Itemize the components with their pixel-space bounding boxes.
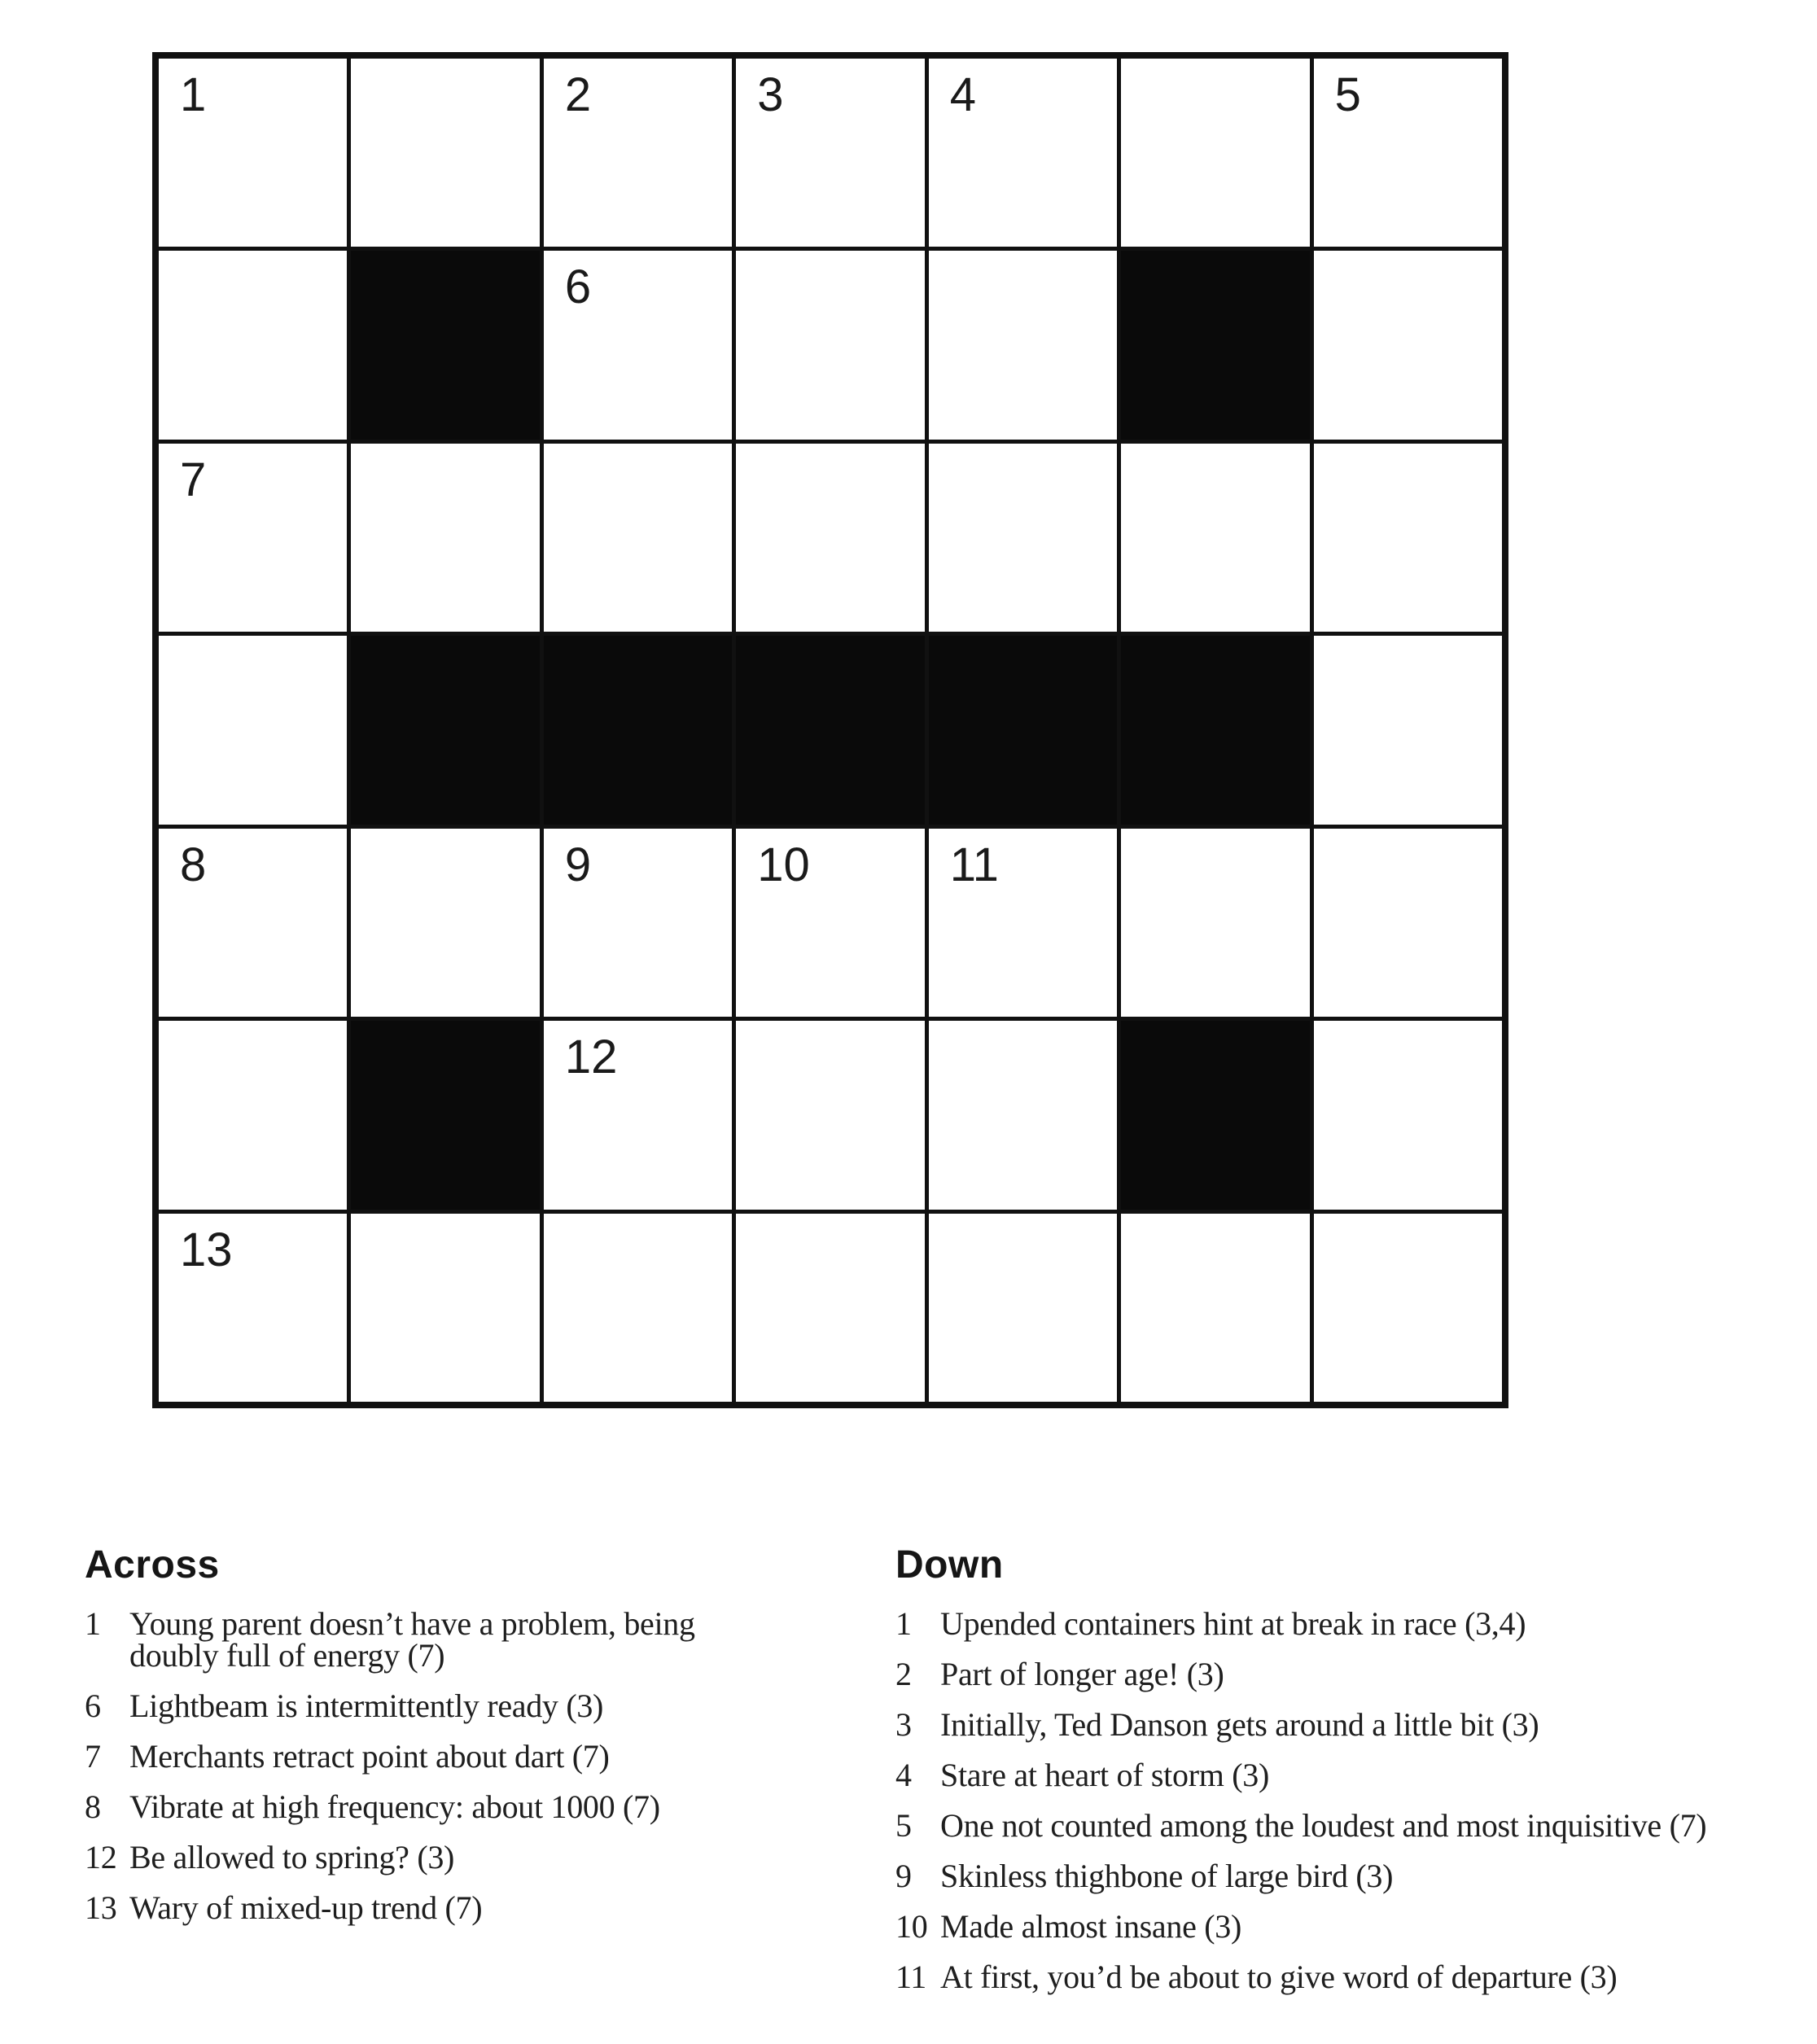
cell-number: 7 bbox=[180, 453, 207, 506]
clue-text: Stare at heart of storm (3) bbox=[940, 1757, 1269, 1793]
clue-number: 13 bbox=[85, 1889, 117, 1926]
grid-cell[interactable] bbox=[544, 1214, 732, 1402]
grid-cell[interactable] bbox=[159, 829, 347, 1017]
across-clue-list bbox=[85, 1605, 809, 1926]
grid-cell-black bbox=[1121, 1021, 1309, 1209]
grid-cell-black bbox=[351, 1021, 539, 1209]
grid-cell[interactable] bbox=[929, 444, 1117, 632]
cell-number: 1 bbox=[180, 68, 207, 121]
grid-cell[interactable] bbox=[929, 1021, 1117, 1209]
grid-cell[interactable] bbox=[159, 59, 347, 247]
grid-cell[interactable] bbox=[929, 59, 1117, 247]
grid-cell[interactable] bbox=[351, 59, 539, 247]
crossword-grid bbox=[152, 52, 1508, 1408]
across-clue bbox=[85, 1605, 809, 1674]
cell-number: 10 bbox=[757, 838, 810, 891]
grid-cell[interactable] bbox=[929, 251, 1117, 439]
grid-cell[interactable] bbox=[736, 1021, 924, 1209]
grid-cell[interactable] bbox=[544, 1021, 732, 1209]
clue-text: Vibrate at high frequency: about 1000 (7) bbox=[129, 1788, 660, 1825]
across-clue bbox=[85, 1889, 809, 1926]
clue-number: 4 bbox=[895, 1757, 912, 1793]
grid-cell[interactable] bbox=[929, 1214, 1117, 1402]
grid-cell-black bbox=[544, 636, 732, 824]
down-clues-section bbox=[895, 1542, 1815, 2011]
grid-cell[interactable] bbox=[159, 636, 347, 824]
clue-text: Part of longer age! (3) bbox=[940, 1656, 1224, 1692]
clue-text: Be allowed to spring? (3) bbox=[129, 1839, 455, 1875]
down-clue-list bbox=[895, 1605, 1815, 1995]
grid-cell[interactable] bbox=[351, 1214, 539, 1402]
grid-cell[interactable] bbox=[736, 829, 924, 1017]
cell-number: 12 bbox=[564, 1031, 618, 1084]
grid-cell[interactable] bbox=[1314, 59, 1502, 247]
grid-cell[interactable] bbox=[1121, 444, 1309, 632]
cell-number: 4 bbox=[949, 68, 976, 121]
across-clue bbox=[85, 1841, 809, 1873]
across-clue bbox=[85, 1788, 809, 1825]
grid-cell[interactable] bbox=[736, 59, 924, 247]
clue-number: 8 bbox=[85, 1788, 101, 1825]
grid-cell-black bbox=[1121, 636, 1309, 824]
grid-cell[interactable] bbox=[544, 59, 732, 247]
grid-cell[interactable] bbox=[1314, 251, 1502, 439]
clue-text: Merchants retract point about dart (7) bbox=[129, 1738, 610, 1775]
down-clue bbox=[895, 1908, 1815, 1945]
grid-cell[interactable] bbox=[544, 829, 732, 1017]
grid-cell[interactable] bbox=[544, 251, 732, 439]
clue-text: Lightbeam is intermittently ready (3) bbox=[129, 1687, 604, 1724]
clue-number: 11 bbox=[895, 1959, 926, 1995]
grid-cell[interactable] bbox=[159, 444, 347, 632]
cell-number: 3 bbox=[757, 68, 784, 121]
cell-number: 6 bbox=[564, 260, 592, 314]
across-clue bbox=[85, 1738, 809, 1775]
cell-number: 9 bbox=[564, 838, 592, 891]
across-heading: Across bbox=[85, 1543, 220, 1587]
down-clue bbox=[895, 1807, 1815, 1844]
grid-cell[interactable] bbox=[1121, 59, 1309, 247]
grid-cell[interactable] bbox=[1121, 1214, 1309, 1402]
cell-number: 2 bbox=[564, 68, 592, 121]
grid-cell[interactable] bbox=[351, 829, 539, 1017]
grid-cell[interactable] bbox=[159, 1214, 347, 1402]
grid-cell-black bbox=[929, 636, 1117, 824]
clue-text: Young parent doesn’t have a problem, being doubly full of energy (7) bbox=[129, 1605, 695, 1674]
clue-number: 2 bbox=[895, 1656, 912, 1692]
grid-cell-black bbox=[351, 636, 539, 824]
clue-text: Wary of mixed-up trend (7) bbox=[129, 1889, 483, 1926]
down-clue bbox=[895, 1706, 1815, 1743]
clue-number: 10 bbox=[895, 1908, 928, 1945]
clue-number: 12 bbox=[85, 1839, 117, 1875]
grid-cell[interactable] bbox=[351, 444, 539, 632]
down-clue bbox=[895, 1658, 1815, 1690]
clue-text: One not counted among the loudest and most inquisitive (7) bbox=[940, 1807, 1707, 1844]
grid-cell[interactable] bbox=[1314, 444, 1502, 632]
clue-text: Made almost insane (3) bbox=[940, 1908, 1241, 1945]
down-clue bbox=[895, 1759, 1815, 1791]
clue-text: Skinless thighbone of large bird (3) bbox=[940, 1858, 1394, 1894]
clue-number: 7 bbox=[85, 1738, 101, 1775]
grid-cell-black bbox=[1121, 251, 1309, 439]
grid-cell-black bbox=[351, 251, 539, 439]
grid-cell[interactable] bbox=[544, 444, 732, 632]
clue-number: 1 bbox=[895, 1605, 912, 1642]
grid-cell[interactable] bbox=[1314, 1214, 1502, 1402]
cell-number: 11 bbox=[949, 838, 999, 891]
across-clue bbox=[85, 1687, 809, 1724]
down-clue bbox=[895, 1605, 1815, 1642]
clue-text: Initially, Ted Danson gets around a little bit (3) bbox=[940, 1706, 1539, 1743]
grid-cell[interactable] bbox=[159, 251, 347, 439]
down-heading: Down bbox=[895, 1543, 1004, 1587]
clue-number: 9 bbox=[895, 1858, 912, 1894]
cell-number: 8 bbox=[180, 838, 207, 891]
clue-text: At first, you’d be about to give word of departure (3) bbox=[940, 1959, 1618, 1995]
grid-cell[interactable] bbox=[929, 829, 1117, 1017]
grid-cell[interactable] bbox=[736, 1214, 924, 1402]
grid-cell[interactable] bbox=[1314, 1021, 1502, 1209]
grid-cell[interactable] bbox=[1121, 829, 1309, 1017]
across-clues-section bbox=[85, 1542, 809, 1942]
cell-number: 5 bbox=[1334, 68, 1361, 121]
grid-cell[interactable] bbox=[736, 444, 924, 632]
down-clue bbox=[895, 1961, 1815, 1993]
clue-text: Upended containers hint at break in race (3,4) bbox=[940, 1605, 1526, 1642]
grid-cell[interactable] bbox=[159, 1021, 347, 1209]
clue-number: 6 bbox=[85, 1687, 101, 1724]
grid-cell[interactable] bbox=[1314, 636, 1502, 824]
grid-cell-black bbox=[736, 636, 924, 824]
clue-number: 5 bbox=[895, 1807, 912, 1844]
down-clue bbox=[895, 1860, 1815, 1892]
cell-number: 13 bbox=[180, 1223, 233, 1276]
clue-number: 3 bbox=[895, 1706, 912, 1743]
grid-cell[interactable] bbox=[1314, 829, 1502, 1017]
grid-cell[interactable] bbox=[736, 251, 924, 439]
clue-number: 1 bbox=[85, 1605, 101, 1642]
